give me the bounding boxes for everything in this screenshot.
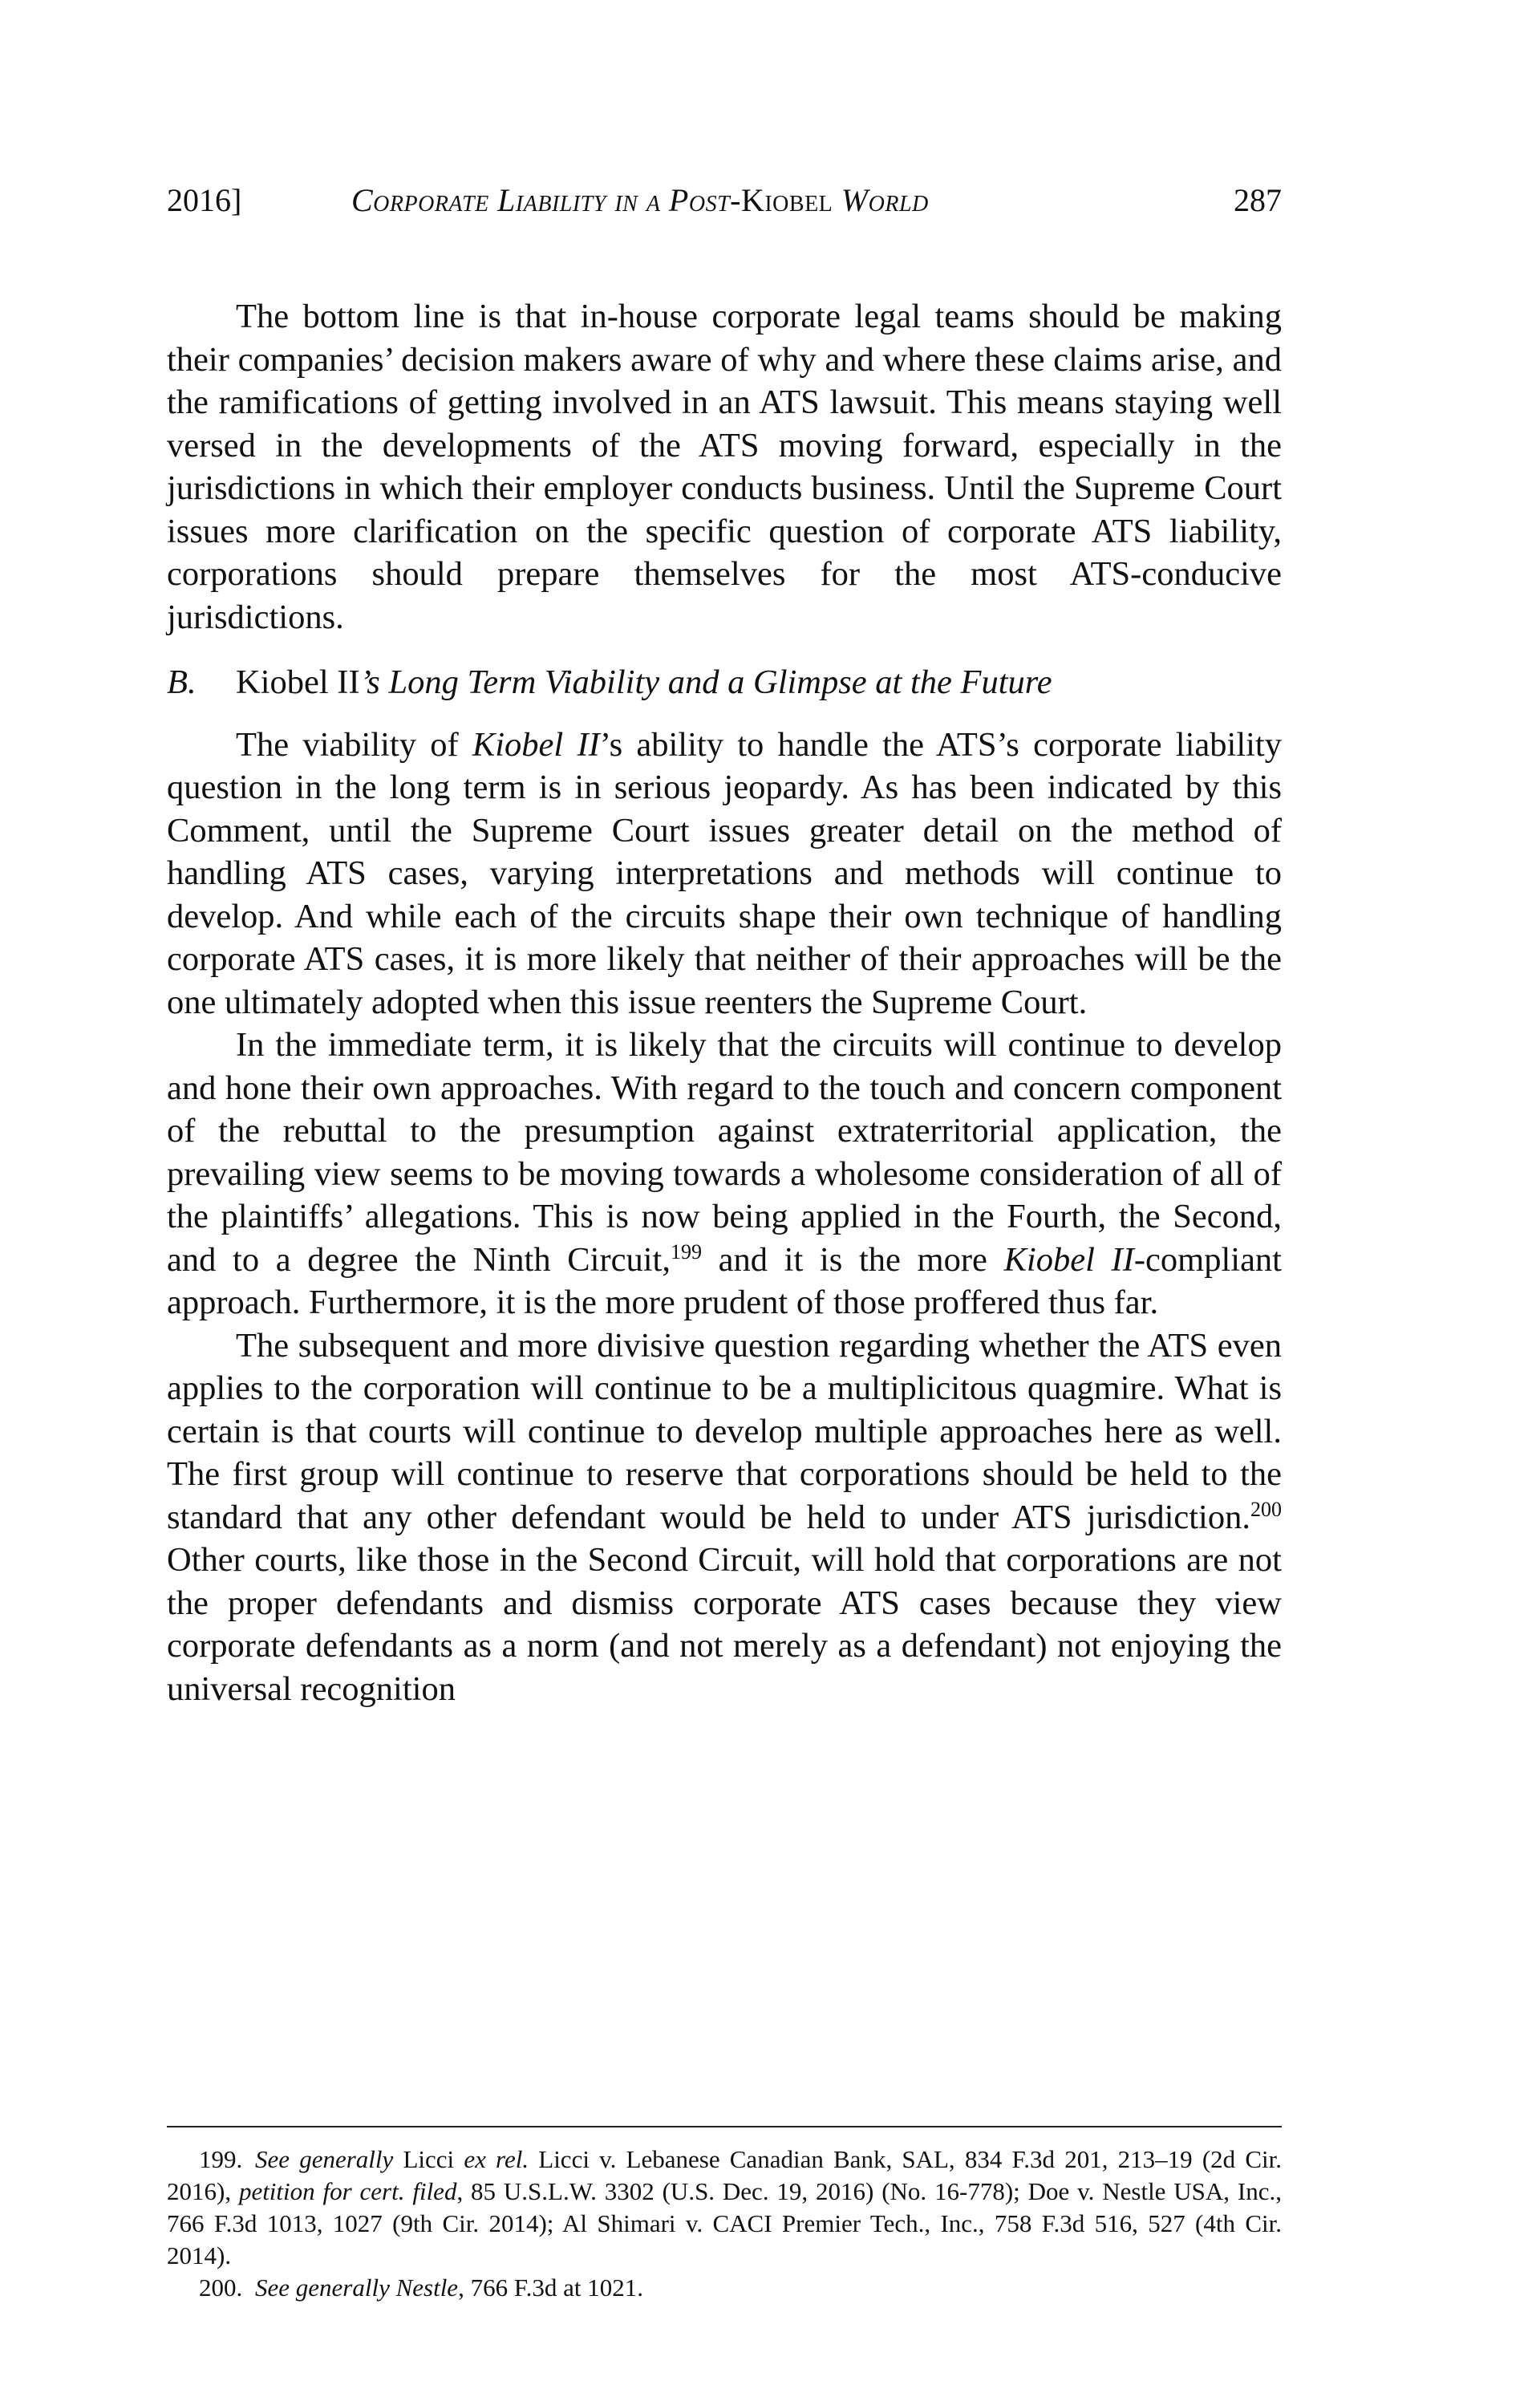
paragraph-4-text-a: The subsequent and more divisive question regarding whether the ATS even applies to the corporation will continue to be a multiplicitous quagmire. What is certain is that courts will continue to develop multiple approaches here as well. The first group will continue to reserve that corporations should be held to the standard that any other defendant would be held to under ATS jurisdiction. [167,1326,1282,1536]
footnote-199 [167,2144,1282,2272]
paragraph-2-text-c: ’s ability to handle the ATS’s corporate liability question in the long term is in serious jeopardy. As has been indicated by this Comment, until the Supreme Court issues greater detail on the method of handling ATS cases, varying interpretations and methods will continue to develop. And while each of the circuits shape their own technique of handling corporate ATS cases, it is more likely that neither of their approaches will be the one ultimately adopted when this issue reenters the Supreme Court. [167,725,1282,1021]
footnote-ref-200[interactable]: 200 [1250,1497,1282,1521]
footnote-text: petition for cert. filed [238,2177,457,2205]
footnote-200 [167,2272,1282,2304]
footnote-text: ex rel. [464,2145,529,2173]
footnote-ref-199[interactable]: 199 [670,1239,702,1263]
paragraph-4-text-b: Other courts, like those in the Second Circuit, will hold that corporations are not the proper defendants and dismiss corporate ATS cases because they view corporate defendants as a norm (and not merely as a defendant) not enjoying the universal recognition [167,1541,1282,1708]
page-number: 287 [1234,182,1282,218]
running-head-title [351,178,929,223]
running-head [167,178,1282,223]
footnote-text: See generally [255,2145,394,2173]
section-heading [167,661,1282,704]
footnote-number: 200. [199,2273,243,2302]
running-head-title-part2: World [833,182,929,218]
section-heading-title: ’s Long Term Viability and a Glimpse at the Future [359,663,1052,701]
paragraph-2 [167,724,1282,1024]
footnote-text: , 85 U.S.L.W. 3302 (U.S. Dec. 19, 2016) (No. 16-778); Doe v. Nestle USA, Inc., 766 F.3d 1013, 1027 (9th Cir. 2014); Al Shimari v. CACI Premier Tech., Inc., 758 F.3d 516, 527 (4th Cir. 2014). [167,2177,1283,2269]
footnote-text: , 766 F.3d at 1021. [458,2273,643,2302]
body-text [167,295,1282,1710]
paragraph-3-text-d: -compliant approach. Furthermore, it is the more prudent of those proffered thus far. [167,1240,1282,1321]
paragraph-3-text-a: In the immediate term, it is likely that the circuits will continue to develop and hone their own approaches. With regard to the touch and concern component of the rebuttal to the presumption against extraterritorial application, the prevailing view seems to be moving towards a wholesome consideration of all of the plaintiffs’ allegations. This is now being applied in the Fourth, the Second, and to a degree the Ninth Circuit, [167,1026,1282,1279]
running-head-year: 2016] [167,182,242,218]
paragraph-2-text-a: The viability of [236,725,472,764]
footnote-divider [167,2126,1282,2127]
paragraph-3 [167,1024,1282,1324]
running-head-title-part1: Corporate Liability in a Post- [351,182,741,218]
paragraph-1: The bottom line is that in-house corporate legal teams should be making their companies’ decision makers aware of why and where these claims arise, and the ramifications of getting involved in an ATS lawsuit. This means staying well versed in the developments of the ATS moving forward, especially in the jurisdictions in which their employer conducts business. Until the Supreme Court issues more clarification on the specific question of corporate ATS liability, corporations should prepare themselves for the most ATS-conducive jurisdictions. [167,298,1282,636]
footnotes [167,2144,1282,2304]
paragraph-3-case-name: Kiobel II [1003,1240,1134,1279]
footnote-text: See generally Nestle [255,2273,459,2302]
running-head-title-kiobel: Kiobel [740,182,833,218]
paragraph-4 [167,1324,1282,1711]
section-letter: B. [167,663,197,701]
paragraph-3-text-b: and it is the more [701,1240,1004,1279]
section-heading-kiobel: Kiobel II [236,663,360,701]
footnote-number: 199. [199,2145,243,2173]
footnote-text: Licci v. Lebanese Canadian Bank, SAL, 834 F.3d 201, 213–19 (2d Cir. 2016), [167,2145,1283,2205]
paragraph-2-case-name: Kiobel II [472,725,600,764]
footnote-text: Licci [393,2145,464,2173]
